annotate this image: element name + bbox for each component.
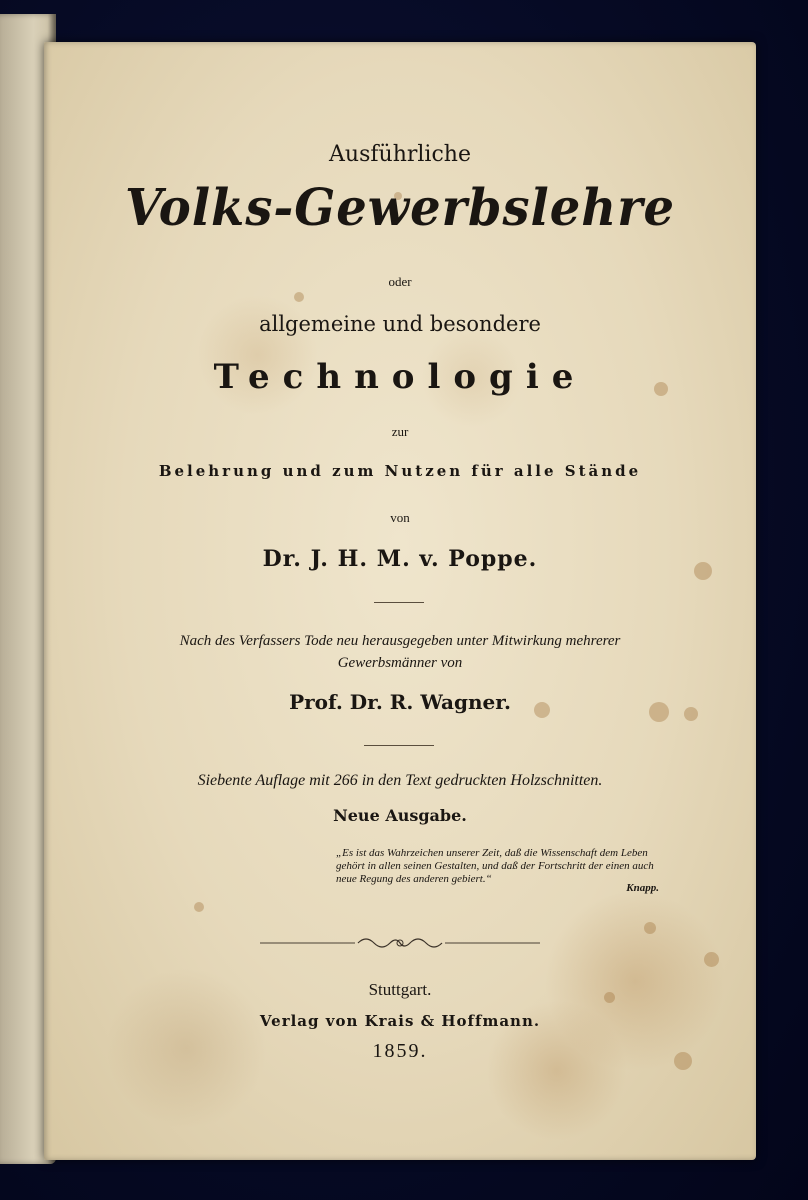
von-text: von [390, 510, 410, 525]
title-page-text [44, 42, 756, 1160]
place-of-publication: Stuttgart. [368, 980, 432, 999]
epigraph-quote: „Es ist das Wahrzeichen unserer Zeit, daß die Wissenschaft dem Leben gehört in allen seinen Gestalten, und daß der Fortschritt der einen auch neue Regung des anderen gebiert.“ [336, 847, 654, 885]
publication-year: 1859. [372, 1040, 428, 1062]
oder-text: oder [388, 274, 412, 289]
short-divider [374, 602, 424, 603]
short-divider [364, 745, 434, 746]
purpose-line: Belehrung und zum Nutzen für alle Stände [158, 462, 642, 480]
main-title: Volks-Gewerbslehre [124, 178, 676, 238]
note-line2: Gewerbsmänner von [337, 655, 463, 671]
edition-line: Siebente Auflage mit 266 in den Text gedruckten Holzschnitten. [197, 772, 603, 789]
note-line1: Nach des Verfassers Tode neu herausgegeben unter Mitwirkung mehrerer [179, 633, 621, 649]
author-name: Dr. J. H. M. v. Poppe. [262, 546, 538, 572]
ornamental-rule [260, 935, 540, 951]
technologie-heading: Technologie [213, 357, 587, 397]
epigraph-author: Knapp. [626, 882, 659, 894]
title-line1: Ausführliche [329, 142, 471, 167]
title-page [44, 42, 756, 1160]
zur-text: zur [391, 424, 409, 439]
subtitle: allgemeine und besondere [259, 312, 541, 336]
editor-name: Prof. Dr. R. Wagner. [289, 690, 511, 714]
publisher-line: Verlag von Krais & Hoffmann. [259, 1012, 541, 1030]
new-edition: Neue Ausgabe. [333, 806, 467, 825]
